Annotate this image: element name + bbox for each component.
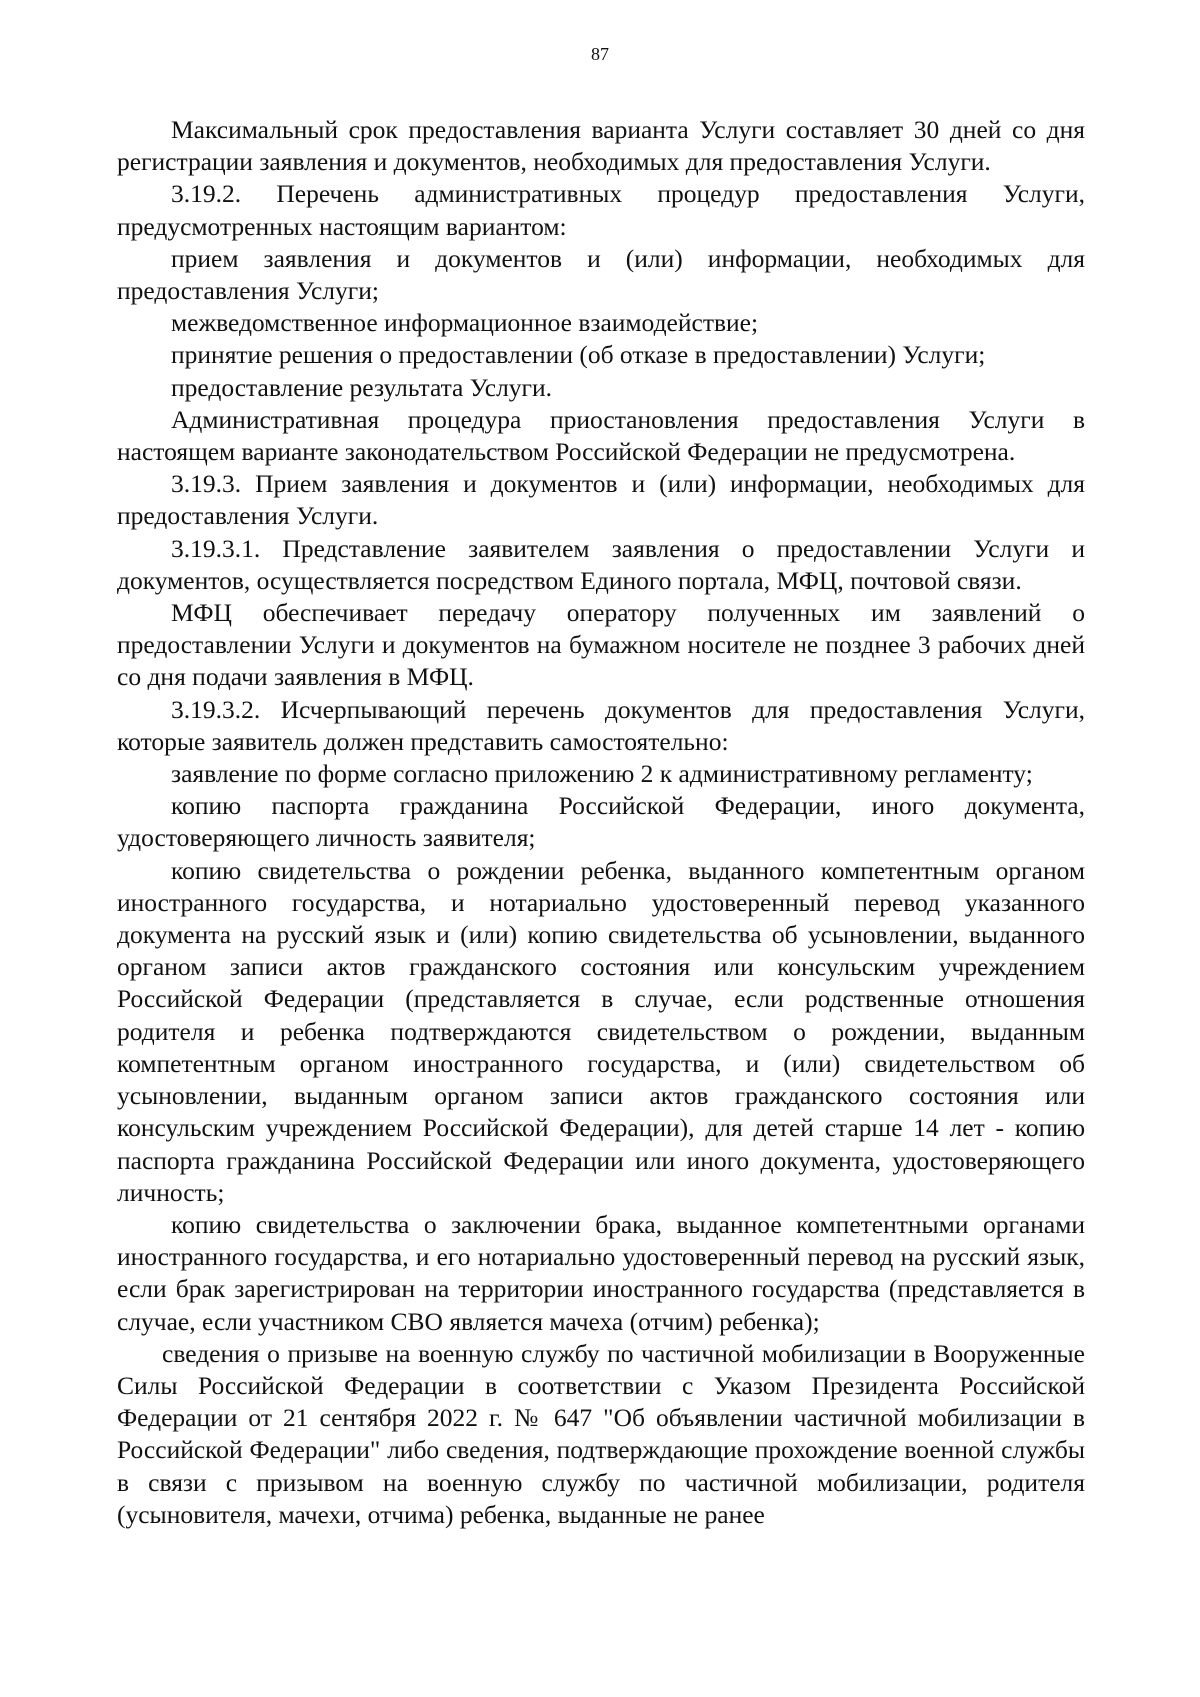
paragraph: МФЦ обеспечивает передачу оператору полученных им заявлений о предоставлении Услуги и документов на бумажном носителе не позднее 3 рабочих дней со дня подачи заявления в МФЦ. xyxy=(117,598,1085,692)
paragraph: межведомственное информационное взаимодействие; xyxy=(171,308,759,338)
page-number: 87 xyxy=(591,44,609,64)
paragraph: копию свидетельства о рождении ребенка, выданного компетентным органом иностранного государства, и нотариально удостоверенный перевод указанного документа на русский язык и (или) копию свидетельства об усыновлении, выданного органом записи актов гражданского состояния или консульским учреждением Российской Федерации (представляется в случае, если родственные отношения родителя и ребенка подтверждаются свидетельством о рождении, выданным компетентным органом иностранного государства, и (или) свидетельством об усыновлении, выданным органом записи актов гражданского состояния или консульским учреждением Российской Федерации), для детей старше 14 лет - копию паспорта гражданина Российской Федерации или иного документа, удостоверяющего личность; xyxy=(117,855,1085,1207)
paragraph: предоставление результата Услуги. xyxy=(171,372,553,402)
paragraph: заявление по форме согласно приложению 2 к административному регламенту; xyxy=(171,759,1033,789)
paragraph: прием заявления и документов и (или) информации, необходимых для предоставления Услуги; xyxy=(117,243,1085,306)
paragraph: 3.19.2. Перечень административных процедур предоставления Услуги, предусмотренных настоящим вариантом: xyxy=(117,179,1085,241)
document-body xyxy=(117,114,1085,1531)
paragraph: копию свидетельства о заключении брака, выданное компетентными органами иностранного государства, и его нотариально удостоверенный перевод на русский язык, если брак зарегистрирован на территории иностранного государства (представляется в случае, если участником СВО является мачеха (отчим) ребенка); xyxy=(117,1209,1085,1336)
paragraph: Административная процедура приостановления предоставления Услуги в настоящем варианте законодательством Российской Федерации не предусмотрена. xyxy=(117,404,1085,467)
paragraph: Максимальный срок предоставления варианта Услуги составляет 30 дней со дня регистрации заявления и документов, необходимых для предоставления Услуги. xyxy=(117,115,1085,177)
paragraph: 3.19.3.1. Представление заявителем заявления о предоставлении Услуги и документов, осуществляется посредством Единого портала, МФЦ, почтовой связи. xyxy=(117,533,1085,595)
paragraph: сведения о призыве на военную службу по частичной мобилизации в Вооруженные Силы Российской Федерации в соответствии с Указом Президента Российской Федерации от 21 сентября 2022 г. № 647 "Об объявлении частичной мобилизации в Российской Федерации" либо сведения, подтверждающие прохождение военной службы в связи с призывом на военную службу по частичной мобилизации, родителя (усыновителя, мачехи, отчима) ребенка, выданные не ранее xyxy=(117,1338,1085,1529)
paragraph: копию паспорта гражданина Российской Федерации, иного документа, удостоверяющего личность заявителя; xyxy=(117,791,1085,853)
paragraph: 3.19.3. Прием заявления и документов и (или) информации, необходимых для предоставления Услуги. xyxy=(117,469,1085,531)
paragraph: принятие решения о предоставлении (об отказе в предоставлении) Услуги; xyxy=(171,340,986,370)
paragraph: 3.19.3.2. Исчерпывающий перечень документов для предоставления Услуги, которые заявитель должен представить самостоятельно: xyxy=(117,694,1085,756)
